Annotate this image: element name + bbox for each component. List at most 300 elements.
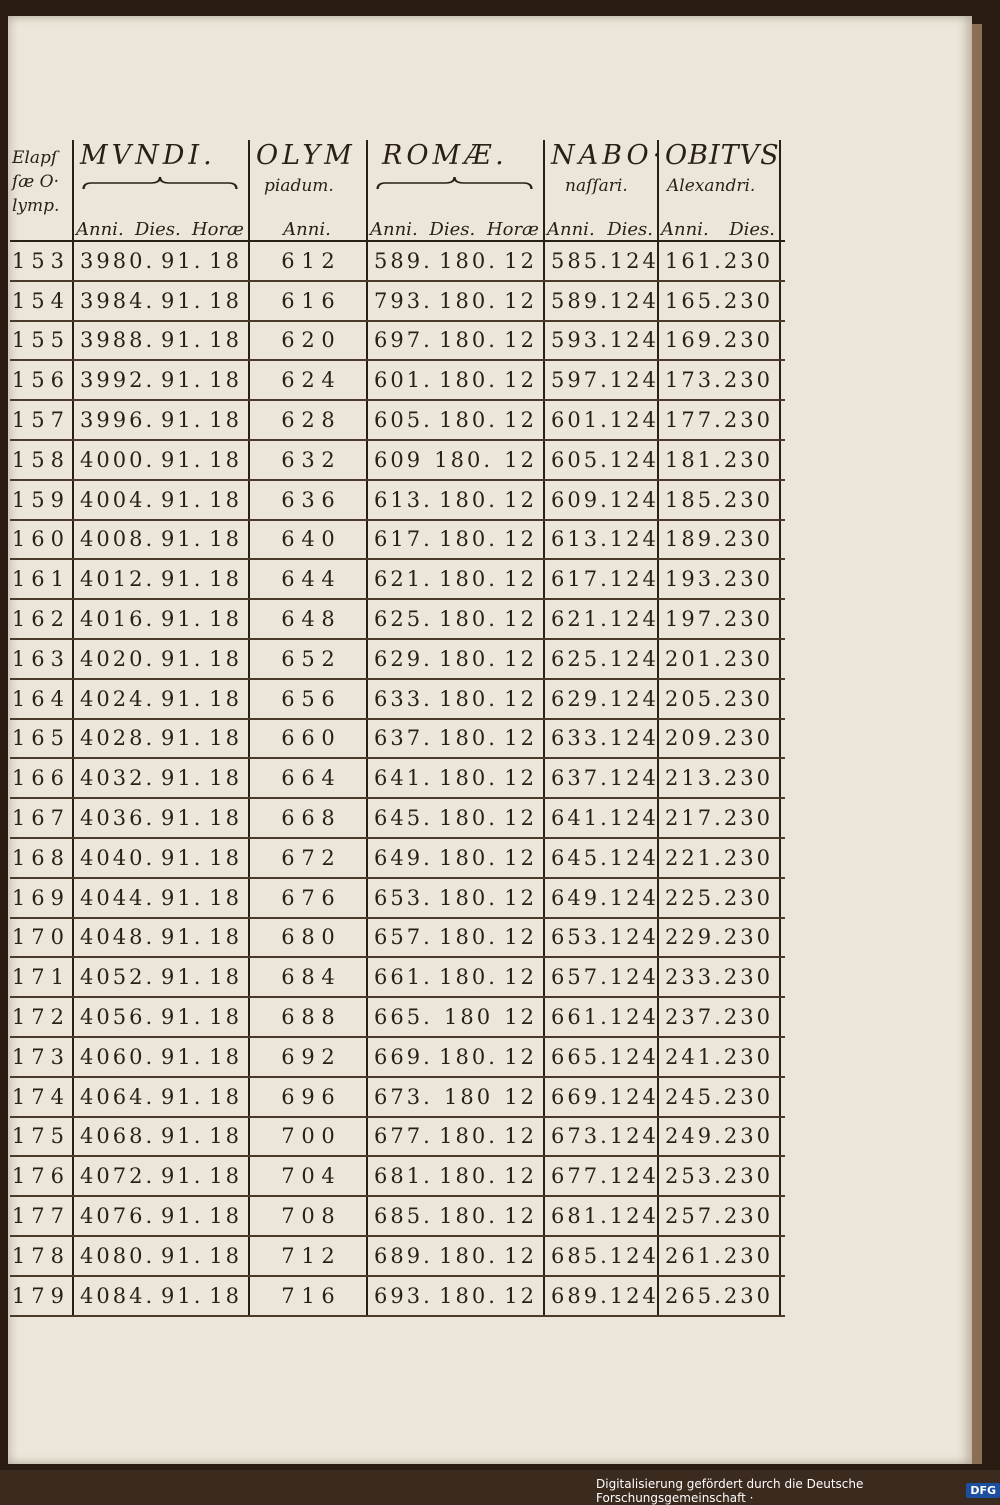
cell-value: 629. bbox=[374, 646, 433, 671]
cell-value: 124 bbox=[609, 885, 659, 910]
cell-value: 6 4 0 bbox=[281, 527, 335, 552]
cell-value: 180. bbox=[439, 567, 498, 592]
cell-value: 249. bbox=[665, 1124, 724, 1149]
cell-value: 4020. bbox=[80, 646, 156, 671]
table-cell bbox=[10, 640, 72, 678]
cell-value: 91. bbox=[160, 567, 204, 592]
cell-value: 693. bbox=[374, 1283, 433, 1308]
table-cell bbox=[543, 1237, 657, 1275]
cell-value: 180. bbox=[439, 766, 498, 791]
cell-value: 180 bbox=[443, 1005, 494, 1030]
cell-value: 12 bbox=[504, 766, 537, 791]
page-edge bbox=[972, 24, 982, 1464]
cell-value: 18 bbox=[209, 328, 242, 353]
table-cell bbox=[248, 958, 366, 996]
cell-value: 230 bbox=[723, 1084, 773, 1109]
cell-value: 91. bbox=[160, 1084, 204, 1109]
cell-value: 645. bbox=[374, 806, 433, 831]
cell-value: 154 bbox=[11, 288, 70, 313]
table-cell bbox=[657, 1197, 781, 1235]
cell-value: 12 bbox=[504, 1044, 537, 1069]
cell-value: 677. bbox=[374, 1124, 433, 1149]
table-cell bbox=[657, 600, 781, 638]
cell-value: 124 bbox=[609, 567, 659, 592]
cell-value: 180. bbox=[439, 646, 498, 671]
cell-value: 185. bbox=[665, 487, 724, 512]
cell-value: 91. bbox=[160, 1044, 204, 1069]
cell-value: 217. bbox=[665, 806, 724, 831]
cell-value: 18 bbox=[209, 925, 242, 950]
header-olympiadum bbox=[248, 140, 366, 240]
table-cell bbox=[10, 879, 72, 917]
cell-value: 12 bbox=[504, 607, 537, 632]
table-cell bbox=[366, 282, 543, 320]
table-cell bbox=[543, 919, 657, 957]
table-cell bbox=[657, 799, 781, 837]
cell-value: 91. bbox=[160, 766, 204, 791]
cell-value: 180. bbox=[439, 487, 498, 512]
cell-value: 4076. bbox=[80, 1204, 156, 1229]
table-cell bbox=[543, 521, 657, 559]
table-cell bbox=[657, 1078, 781, 1116]
cell-value: 209. bbox=[665, 726, 724, 751]
table-cell bbox=[10, 1197, 72, 1235]
cell-value: 12 bbox=[504, 726, 537, 751]
table-cell bbox=[72, 1277, 248, 1315]
cell-value: 18 bbox=[209, 1005, 242, 1030]
cell-value: 661. bbox=[374, 965, 433, 990]
table-cell bbox=[543, 322, 657, 360]
table-cell bbox=[10, 361, 72, 399]
cell-value: 180 bbox=[443, 1084, 494, 1109]
cell-value: 124 bbox=[609, 1164, 659, 1189]
cell-value: 18 bbox=[209, 1124, 242, 1149]
cell-value: 645. bbox=[551, 845, 610, 870]
cell-value: 124 bbox=[609, 368, 659, 393]
table-cell bbox=[366, 322, 543, 360]
cell-value: 4060. bbox=[80, 1044, 156, 1069]
cell-value: 4044. bbox=[80, 885, 156, 910]
cell-value: 179 bbox=[11, 1283, 70, 1308]
table-cell bbox=[657, 1157, 781, 1195]
cell-value: 6 7 2 bbox=[281, 845, 335, 870]
table-cell bbox=[10, 1157, 72, 1195]
cell-value: 91. bbox=[160, 487, 204, 512]
table-cell bbox=[657, 919, 781, 957]
table-cell bbox=[10, 799, 72, 837]
table-row bbox=[10, 1157, 785, 1197]
header-obitus-dies: Dies. bbox=[729, 219, 775, 240]
table-cell bbox=[248, 1118, 366, 1156]
cell-value: 673. bbox=[551, 1124, 610, 1149]
cell-value: 12 bbox=[504, 408, 537, 433]
table-cell bbox=[366, 441, 543, 479]
table-cell bbox=[657, 1277, 781, 1315]
cell-value: 180. bbox=[439, 965, 498, 990]
cell-value: 12 bbox=[504, 806, 537, 831]
cell-value: 7 0 0 bbox=[281, 1124, 335, 1149]
cell-value: 178 bbox=[11, 1243, 70, 1268]
cell-value: 230 bbox=[723, 1164, 773, 1189]
cell-value: 124 bbox=[609, 1005, 659, 1030]
cell-value: 12 bbox=[504, 686, 537, 711]
table-cell bbox=[10, 1118, 72, 1156]
cell-value: 153 bbox=[11, 248, 70, 273]
cell-value: 124 bbox=[609, 1084, 659, 1109]
table-row bbox=[10, 322, 785, 362]
table-cell bbox=[248, 640, 366, 678]
cell-value: 12 bbox=[504, 1005, 537, 1030]
cell-value: 230 bbox=[723, 1124, 773, 1149]
cell-value: 681. bbox=[551, 1204, 610, 1229]
cell-value: 241. bbox=[665, 1044, 724, 1069]
table-cell bbox=[657, 242, 781, 280]
table-cell bbox=[248, 799, 366, 837]
table-cell bbox=[366, 600, 543, 638]
table-cell bbox=[10, 958, 72, 996]
cell-value: 124 bbox=[609, 328, 659, 353]
table-cell bbox=[543, 799, 657, 837]
table-cell bbox=[657, 640, 781, 678]
cell-value: 677. bbox=[551, 1164, 610, 1189]
table-cell bbox=[543, 720, 657, 758]
header-olympiadum-sub: piadum. bbox=[264, 176, 334, 196]
cell-value: 180. bbox=[439, 1204, 498, 1229]
cell-value: 230 bbox=[723, 1005, 773, 1030]
cell-value: 6 6 0 bbox=[281, 726, 335, 751]
cell-value: 261. bbox=[665, 1243, 724, 1268]
header-mundi bbox=[72, 140, 248, 240]
cell-value: 6 1 2 bbox=[281, 248, 335, 273]
cell-value: 124 bbox=[609, 726, 659, 751]
table-cell bbox=[366, 720, 543, 758]
cell-value: 91. bbox=[160, 447, 204, 472]
cell-value: 653. bbox=[551, 925, 610, 950]
chronology-table bbox=[10, 140, 785, 1317]
cell-value: 91. bbox=[160, 885, 204, 910]
table-cell bbox=[366, 560, 543, 598]
cell-value: 18 bbox=[209, 368, 242, 393]
table-cell bbox=[657, 720, 781, 758]
cell-value: 230 bbox=[723, 885, 773, 910]
cell-value: 637. bbox=[374, 726, 433, 751]
cell-value: 685. bbox=[551, 1243, 610, 1268]
cell-value: 91. bbox=[160, 1164, 204, 1189]
table-cell bbox=[72, 1157, 248, 1195]
cell-value: 12 bbox=[504, 527, 537, 552]
cell-value: 7 1 6 bbox=[281, 1283, 335, 1308]
cell-value: 18 bbox=[209, 965, 242, 990]
cell-value: 230 bbox=[723, 527, 773, 552]
cell-value: 657. bbox=[374, 925, 433, 950]
cell-value: 12 bbox=[504, 1283, 537, 1308]
header-olympiadum-anni: Anni. bbox=[283, 219, 331, 240]
cell-value: 6 2 0 bbox=[281, 328, 335, 353]
table-cell bbox=[366, 799, 543, 837]
table-cell bbox=[366, 1277, 543, 1315]
table-cell bbox=[10, 481, 72, 519]
cell-value: 609 bbox=[374, 447, 424, 472]
table-cell bbox=[657, 441, 781, 479]
cell-value: 6 6 8 bbox=[281, 806, 335, 831]
cell-value: 91. bbox=[160, 686, 204, 711]
table-cell bbox=[72, 799, 248, 837]
cell-value: 18 bbox=[209, 1044, 242, 1069]
dfg-logo: DFG bbox=[966, 1483, 1000, 1498]
cell-value: 7 1 2 bbox=[281, 1243, 335, 1268]
cell-value: 12 bbox=[504, 368, 537, 393]
table-row bbox=[10, 441, 785, 481]
cell-value: 601. bbox=[374, 368, 433, 393]
cell-value: 18 bbox=[209, 408, 242, 433]
cell-value: 4068. bbox=[80, 1124, 156, 1149]
table-cell bbox=[72, 441, 248, 479]
cell-value: 4036. bbox=[80, 806, 156, 831]
table-cell bbox=[10, 680, 72, 718]
cell-value: 689. bbox=[374, 1243, 433, 1268]
cell-value: 180. bbox=[439, 726, 498, 751]
cell-value: 91. bbox=[160, 1283, 204, 1308]
cell-value: 229. bbox=[665, 925, 724, 950]
cell-value: 230 bbox=[723, 487, 773, 512]
cell-value: 617. bbox=[551, 567, 610, 592]
cell-value: 665. bbox=[551, 1044, 610, 1069]
cell-value: 6 5 6 bbox=[281, 686, 335, 711]
cell-value: 637. bbox=[551, 766, 610, 791]
table-row bbox=[10, 242, 785, 282]
cell-value: 230 bbox=[723, 766, 773, 791]
header-mundi-title: MVNDI. bbox=[80, 140, 216, 171]
cell-value: 159 bbox=[11, 487, 70, 512]
cell-value: 180. bbox=[439, 248, 498, 273]
table-cell bbox=[248, 879, 366, 917]
table-row bbox=[10, 401, 785, 441]
cell-value: 156 bbox=[11, 368, 70, 393]
table-cell bbox=[10, 560, 72, 598]
cell-value: 6 2 4 bbox=[281, 368, 335, 393]
cell-value: 124 bbox=[609, 806, 659, 831]
cell-value: 6 3 6 bbox=[281, 487, 335, 512]
table-cell bbox=[248, 759, 366, 797]
cell-value: 621. bbox=[374, 567, 433, 592]
cell-value: 621. bbox=[551, 607, 610, 632]
cell-value: 18 bbox=[209, 646, 242, 671]
header-romae-anni: Anni. bbox=[370, 219, 418, 240]
table-cell bbox=[657, 998, 781, 1036]
cell-value: 175 bbox=[11, 1124, 70, 1149]
cell-value: 157 bbox=[11, 408, 70, 433]
cell-value: 91. bbox=[160, 925, 204, 950]
cell-value: 6 8 0 bbox=[281, 925, 335, 950]
cell-value: 245. bbox=[665, 1084, 724, 1109]
cell-value: 593. bbox=[551, 328, 610, 353]
table-cell bbox=[366, 481, 543, 519]
cell-value: 124 bbox=[609, 487, 659, 512]
header-olympiad bbox=[10, 140, 72, 240]
cell-value: 180. bbox=[439, 845, 498, 870]
table-cell bbox=[248, 839, 366, 877]
cell-value: 689. bbox=[551, 1283, 610, 1308]
cell-value: 18 bbox=[209, 248, 242, 273]
cell-value: 180. bbox=[439, 328, 498, 353]
table-cell bbox=[248, 481, 366, 519]
table-cell bbox=[248, 282, 366, 320]
cell-value: 230 bbox=[723, 1204, 773, 1229]
table-cell bbox=[10, 1277, 72, 1315]
cell-value: 4080. bbox=[80, 1243, 156, 1268]
table-cell bbox=[248, 1157, 366, 1195]
brace-icon bbox=[82, 176, 238, 190]
table-row bbox=[10, 839, 785, 879]
cell-value: 12 bbox=[504, 1164, 537, 1189]
table-cell bbox=[543, 1038, 657, 1076]
cell-value: 165. bbox=[665, 288, 724, 313]
cell-value: 91. bbox=[160, 408, 204, 433]
table-cell bbox=[248, 560, 366, 598]
table-cell bbox=[543, 680, 657, 718]
cell-value: 585. bbox=[551, 248, 610, 273]
header-mundi-horae: Horæ bbox=[191, 219, 244, 240]
cell-value: 230 bbox=[723, 248, 773, 273]
cell-value: 230 bbox=[723, 965, 773, 990]
cell-value: 625. bbox=[374, 607, 433, 632]
table-cell bbox=[543, 1078, 657, 1116]
cell-value: 18 bbox=[209, 885, 242, 910]
table-cell bbox=[72, 1197, 248, 1235]
table-row bbox=[10, 521, 785, 561]
table-cell bbox=[366, 1078, 543, 1116]
cell-value: 91. bbox=[160, 248, 204, 273]
cell-value: 12 bbox=[504, 487, 537, 512]
header-olympiad-line2: ſæ O· bbox=[12, 172, 60, 192]
cell-value: 613. bbox=[374, 487, 433, 512]
cell-value: 91. bbox=[160, 1005, 204, 1030]
table-cell bbox=[366, 521, 543, 559]
table-cell bbox=[10, 720, 72, 758]
cell-value: 657. bbox=[551, 965, 610, 990]
cell-value: 253. bbox=[665, 1164, 724, 1189]
table-cell bbox=[543, 600, 657, 638]
table-row bbox=[10, 680, 785, 720]
cell-value: 165 bbox=[11, 726, 70, 751]
table-row bbox=[10, 640, 785, 680]
table-cell bbox=[543, 361, 657, 399]
table-cell bbox=[248, 401, 366, 439]
cell-value: 161. bbox=[665, 248, 724, 273]
header-nabonassari-title: NABO· bbox=[551, 140, 666, 171]
cell-value: 18 bbox=[209, 567, 242, 592]
cell-value: 265. bbox=[665, 1283, 724, 1308]
cell-value: 91. bbox=[160, 328, 204, 353]
cell-value: 124 bbox=[609, 1243, 659, 1268]
cell-value: 91. bbox=[160, 1243, 204, 1268]
table-row bbox=[10, 958, 785, 998]
table-row bbox=[10, 879, 785, 919]
table-cell bbox=[10, 401, 72, 439]
cell-value: 230 bbox=[723, 646, 773, 671]
cell-value: 168 bbox=[11, 845, 70, 870]
table-row bbox=[10, 720, 785, 760]
cell-value: 6 8 4 bbox=[281, 965, 335, 990]
cell-value: 180. bbox=[439, 1124, 498, 1149]
cell-value: 4064. bbox=[80, 1084, 156, 1109]
table-cell bbox=[366, 1118, 543, 1156]
table-cell bbox=[543, 958, 657, 996]
cell-value: 6 9 2 bbox=[281, 1044, 335, 1069]
cell-value: 91. bbox=[160, 527, 204, 552]
cell-value: 665. bbox=[374, 1005, 433, 1030]
table-cell bbox=[72, 1078, 248, 1116]
cell-value: 176 bbox=[11, 1164, 70, 1189]
cell-value: 180. bbox=[439, 1283, 498, 1308]
table-cell bbox=[543, 282, 657, 320]
table-cell bbox=[543, 242, 657, 280]
table-cell bbox=[366, 640, 543, 678]
cell-value: 661. bbox=[551, 1005, 610, 1030]
cell-value: 6 5 2 bbox=[281, 646, 335, 671]
table-cell bbox=[72, 401, 248, 439]
cell-value: 12 bbox=[504, 328, 537, 353]
table-cell bbox=[366, 759, 543, 797]
cell-value: 124 bbox=[609, 925, 659, 950]
table-row bbox=[10, 1038, 785, 1078]
table-cell bbox=[248, 1197, 366, 1235]
cell-value: 6 9 6 bbox=[281, 1084, 335, 1109]
cell-value: 4012. bbox=[80, 567, 156, 592]
cell-value: 12 bbox=[504, 885, 537, 910]
table-cell bbox=[543, 481, 657, 519]
table-cell bbox=[543, 759, 657, 797]
table-cell bbox=[657, 322, 781, 360]
table-cell bbox=[543, 560, 657, 598]
cell-value: 171 bbox=[11, 965, 70, 990]
cell-value: 124 bbox=[609, 686, 659, 711]
cell-value: 180. bbox=[439, 686, 498, 711]
cell-value: 181. bbox=[665, 447, 724, 472]
table-cell bbox=[72, 680, 248, 718]
cell-value: 180. bbox=[439, 607, 498, 632]
cell-value: 180. bbox=[434, 447, 494, 472]
digitization-credit bbox=[596, 1476, 1000, 1505]
table-cell bbox=[72, 958, 248, 996]
table-row bbox=[10, 919, 785, 959]
table-cell bbox=[657, 839, 781, 877]
header-nabonassari-sub: naſſari. bbox=[565, 176, 628, 196]
cell-value: 189. bbox=[665, 527, 724, 552]
table-cell bbox=[248, 998, 366, 1036]
table-cell bbox=[366, 1197, 543, 1235]
cell-value: 91. bbox=[160, 726, 204, 751]
cell-value: 180. bbox=[439, 1164, 498, 1189]
cell-value: 230 bbox=[723, 925, 773, 950]
table-cell bbox=[366, 242, 543, 280]
cell-value: 589. bbox=[551, 288, 610, 313]
table-cell bbox=[543, 998, 657, 1036]
table-cell bbox=[72, 242, 248, 280]
cell-value: 230 bbox=[723, 447, 773, 472]
cell-value: 91. bbox=[160, 965, 204, 990]
cell-value: 169. bbox=[665, 328, 724, 353]
table-row bbox=[10, 1078, 785, 1118]
table-cell bbox=[366, 1038, 543, 1076]
table-cell bbox=[543, 1157, 657, 1195]
cell-value: 12 bbox=[504, 248, 537, 273]
table-cell bbox=[72, 560, 248, 598]
cell-value: 18 bbox=[209, 1204, 242, 1229]
table-cell bbox=[657, 958, 781, 996]
table-cell bbox=[10, 839, 72, 877]
table-cell bbox=[657, 680, 781, 718]
